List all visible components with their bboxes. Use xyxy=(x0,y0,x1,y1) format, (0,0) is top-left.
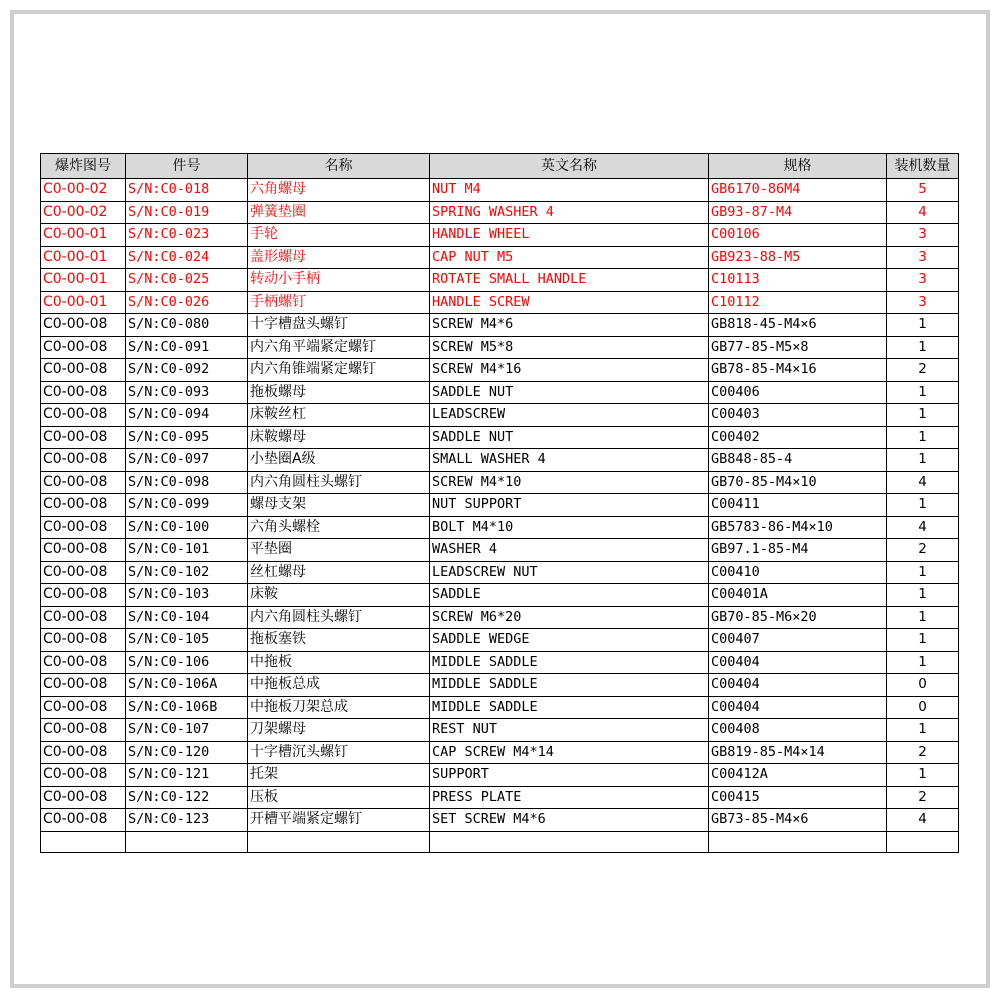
cell-explosion-drawing-no: C0-00-08 xyxy=(41,539,126,562)
cell-english-name: SCREW M6*20 xyxy=(430,606,709,629)
cell-part-no: S/N:C0-025 xyxy=(126,269,248,292)
cell-quantity: 1 xyxy=(887,404,959,427)
cell-english-name: NUT M4 xyxy=(430,179,709,202)
header-spec: 规格 xyxy=(709,154,887,179)
cell-name: 拖板塞铁 xyxy=(248,629,430,652)
cell-quantity: 4 xyxy=(887,516,959,539)
cell-name: 十字槽盘头螺钉 xyxy=(248,314,430,337)
cell-part-no: S/N:C0-103 xyxy=(126,584,248,607)
empty-row xyxy=(41,831,959,852)
cell-quantity: 1 xyxy=(887,561,959,584)
cell-part-no: S/N:C0-080 xyxy=(126,314,248,337)
cell-part-no: S/N:C0-098 xyxy=(126,471,248,494)
cell-quantity: 1 xyxy=(887,426,959,449)
cell-part-no: S/N:C0-092 xyxy=(126,359,248,382)
cell-explosion-drawing-no: C0-00-08 xyxy=(41,516,126,539)
cell-english-name: MIDDLE SADDLE xyxy=(430,651,709,674)
table-row xyxy=(41,381,959,404)
table-row xyxy=(41,674,959,697)
cell-name: 中拖板总成 xyxy=(248,674,430,697)
cell-part-no: S/N:C0-094 xyxy=(126,404,248,427)
cell-explosion-drawing-no: C0-00-01 xyxy=(41,224,126,247)
table-row xyxy=(41,426,959,449)
cell-spec: GB97.1-85-M4 xyxy=(709,539,887,562)
cell-part-no: S/N:C0-104 xyxy=(126,606,248,629)
table-row xyxy=(41,359,959,382)
table-header-row xyxy=(41,154,959,179)
cell-part-no: S/N:C0-097 xyxy=(126,449,248,472)
cell-english-name: PRESS PLATE xyxy=(430,786,709,809)
cell-english-name: SADDLE NUT xyxy=(430,381,709,404)
cell-quantity: 4 xyxy=(887,201,959,224)
cell-part-no: S/N:C0-095 xyxy=(126,426,248,449)
table-row xyxy=(41,314,959,337)
cell-explosion-drawing-no: C0-00-08 xyxy=(41,404,126,427)
cell-english-name: SADDLE xyxy=(430,584,709,607)
cell-spec: GB923-88-M5 xyxy=(709,246,887,269)
cell-name: 平垫圈 xyxy=(248,539,430,562)
cell-spec: GB93-87-M4 xyxy=(709,201,887,224)
cell-part-no: S/N:C0-101 xyxy=(126,539,248,562)
cell-spec: C00402 xyxy=(709,426,887,449)
header-explosion-drawing-no: 爆炸图号 xyxy=(41,154,126,179)
cell-english-name: SMALL WASHER 4 xyxy=(430,449,709,472)
cell-quantity: 1 xyxy=(887,449,959,472)
cell-quantity: 1 xyxy=(887,719,959,742)
table-row xyxy=(41,404,959,427)
cell-name: 床鞍 xyxy=(248,584,430,607)
cell-name: 转动小手柄 xyxy=(248,269,430,292)
table-row xyxy=(41,471,959,494)
empty-cell xyxy=(430,831,709,852)
cell-english-name: HANDLE SCREW xyxy=(430,291,709,314)
cell-name: 内六角平端紧定螺钉 xyxy=(248,336,430,359)
cell-quantity: 0 xyxy=(887,674,959,697)
cell-quantity: 1 xyxy=(887,584,959,607)
table-row xyxy=(41,606,959,629)
table-row xyxy=(41,201,959,224)
cell-spec: C00401A xyxy=(709,584,887,607)
cell-name: 托架 xyxy=(248,764,430,787)
cell-spec: C00410 xyxy=(709,561,887,584)
table-row xyxy=(41,651,959,674)
empty-cell xyxy=(41,831,126,852)
cell-quantity: 1 xyxy=(887,764,959,787)
cell-quantity: 4 xyxy=(887,471,959,494)
cell-part-no: S/N:C0-102 xyxy=(126,561,248,584)
header-english-name: 英文名称 xyxy=(430,154,709,179)
table-row xyxy=(41,246,959,269)
cell-quantity: 2 xyxy=(887,539,959,562)
cell-quantity: 1 xyxy=(887,314,959,337)
table-row xyxy=(41,719,959,742)
cell-part-no: S/N:C0-018 xyxy=(126,179,248,202)
cell-name: 内六角圆柱头螺钉 xyxy=(248,471,430,494)
cell-quantity: 3 xyxy=(887,246,959,269)
cell-spec: C00411 xyxy=(709,494,887,517)
table-row xyxy=(41,764,959,787)
cell-spec: GB6170-86M4 xyxy=(709,179,887,202)
table-row xyxy=(41,224,959,247)
cell-quantity: 1 xyxy=(887,494,959,517)
cell-english-name: SPRING WASHER 4 xyxy=(430,201,709,224)
table-row xyxy=(41,449,959,472)
cell-spec: GB70-85-M4×10 xyxy=(709,471,887,494)
cell-explosion-drawing-no: C0-00-08 xyxy=(41,584,126,607)
cell-explosion-drawing-no: C0-00-08 xyxy=(41,786,126,809)
cell-quantity: 2 xyxy=(887,786,959,809)
cell-spec: C00408 xyxy=(709,719,887,742)
cell-quantity: 3 xyxy=(887,224,959,247)
cell-quantity: 5 xyxy=(887,179,959,202)
empty-cell xyxy=(887,831,959,852)
cell-part-no: S/N:C0-093 xyxy=(126,381,248,404)
cell-english-name: SCREW M5*8 xyxy=(430,336,709,359)
table-row xyxy=(41,786,959,809)
cell-english-name: HANDLE WHEEL xyxy=(430,224,709,247)
cell-part-no: S/N:C0-107 xyxy=(126,719,248,742)
cell-part-no: S/N:C0-121 xyxy=(126,764,248,787)
cell-name: 手轮 xyxy=(248,224,430,247)
cell-english-name: MIDDLE SADDLE xyxy=(430,696,709,719)
cell-part-no: S/N:C0-099 xyxy=(126,494,248,517)
cell-spec: GB5783-86-M4×10 xyxy=(709,516,887,539)
table-row xyxy=(41,584,959,607)
cell-name: 中拖板 xyxy=(248,651,430,674)
cell-name: 床鞍丝杠 xyxy=(248,404,430,427)
cell-spec: C00404 xyxy=(709,674,887,697)
cell-explosion-drawing-no: C0-00-01 xyxy=(41,291,126,314)
cell-explosion-drawing-no: C0-00-08 xyxy=(41,494,126,517)
cell-name: 六角螺母 xyxy=(248,179,430,202)
cell-name: 开槽平端紧定螺钉 xyxy=(248,809,430,832)
cell-part-no: S/N:C0-106A xyxy=(126,674,248,697)
header-name: 名称 xyxy=(248,154,430,179)
cell-spec: C00106 xyxy=(709,224,887,247)
cell-english-name: SCREW M4*6 xyxy=(430,314,709,337)
cell-explosion-drawing-no: C0-00-01 xyxy=(41,246,126,269)
cell-quantity: 1 xyxy=(887,629,959,652)
table-row xyxy=(41,809,959,832)
cell-name: 刀架螺母 xyxy=(248,719,430,742)
cell-spec: GB73-85-M4×6 xyxy=(709,809,887,832)
cell-name: 弹簧垫圈 xyxy=(248,201,430,224)
cell-name: 六角头螺栓 xyxy=(248,516,430,539)
cell-english-name: LEADSCREW NUT xyxy=(430,561,709,584)
cell-english-name: SCREW M4*16 xyxy=(430,359,709,382)
cell-spec: GB848-85-4 xyxy=(709,449,887,472)
cell-name: 中拖板刀架总成 xyxy=(248,696,430,719)
cell-name: 丝杠螺母 xyxy=(248,561,430,584)
cell-name: 拖板螺母 xyxy=(248,381,430,404)
cell-english-name: CAP SCREW M4*14 xyxy=(430,741,709,764)
cell-name: 小垫圈A级 xyxy=(248,449,430,472)
cell-english-name: SET SCREW M4*6 xyxy=(430,809,709,832)
cell-spec: C00404 xyxy=(709,696,887,719)
cell-english-name: MIDDLE SADDLE xyxy=(430,674,709,697)
cell-explosion-drawing-no: C0-00-08 xyxy=(41,449,126,472)
cell-english-name: SADDLE NUT xyxy=(430,426,709,449)
cell-name: 压板 xyxy=(248,786,430,809)
cell-spec: GB77-85-M5×8 xyxy=(709,336,887,359)
cell-quantity: 3 xyxy=(887,269,959,292)
parts-table xyxy=(40,153,959,853)
cell-part-no: S/N:C0-106B xyxy=(126,696,248,719)
cell-english-name: WASHER 4 xyxy=(430,539,709,562)
empty-cell xyxy=(248,831,430,852)
cell-english-name: CAP NUT M5 xyxy=(430,246,709,269)
cell-english-name: REST NUT xyxy=(430,719,709,742)
cell-spec: GB819-85-M4×14 xyxy=(709,741,887,764)
cell-english-name: NUT SUPPORT xyxy=(430,494,709,517)
cell-part-no: S/N:C0-019 xyxy=(126,201,248,224)
cell-name: 内六角锥端紧定螺钉 xyxy=(248,359,430,382)
cell-explosion-drawing-no: C0-00-08 xyxy=(41,381,126,404)
cell-explosion-drawing-no: C0-00-08 xyxy=(41,606,126,629)
cell-name: 螺母支架 xyxy=(248,494,430,517)
table-row xyxy=(41,539,959,562)
cell-explosion-drawing-no: C0-00-08 xyxy=(41,741,126,764)
cell-spec: C10113 xyxy=(709,269,887,292)
cell-name: 十字槽沉头螺钉 xyxy=(248,741,430,764)
cell-explosion-drawing-no: C0-00-08 xyxy=(41,314,126,337)
cell-explosion-drawing-no: C0-00-08 xyxy=(41,809,126,832)
cell-spec: GB70-85-M6×20 xyxy=(709,606,887,629)
cell-quantity: 1 xyxy=(887,336,959,359)
cell-explosion-drawing-no: C0-00-08 xyxy=(41,764,126,787)
empty-cell xyxy=(126,831,248,852)
cell-explosion-drawing-no: C0-00-08 xyxy=(41,336,126,359)
cell-spec: C00406 xyxy=(709,381,887,404)
table-row xyxy=(41,516,959,539)
cell-english-name: LEADSCREW xyxy=(430,404,709,427)
cell-part-no: S/N:C0-105 xyxy=(126,629,248,652)
cell-english-name: SCREW M4*10 xyxy=(430,471,709,494)
cell-part-no: S/N:C0-123 xyxy=(126,809,248,832)
cell-part-no: S/N:C0-120 xyxy=(126,741,248,764)
cell-part-no: S/N:C0-023 xyxy=(126,224,248,247)
cell-part-no: S/N:C0-091 xyxy=(126,336,248,359)
cell-explosion-drawing-no: C0-00-01 xyxy=(41,269,126,292)
cell-explosion-drawing-no: C0-00-08 xyxy=(41,426,126,449)
cell-explosion-drawing-no: C0-00-02 xyxy=(41,179,126,202)
cell-english-name: BOLT M4*10 xyxy=(430,516,709,539)
cell-quantity: 2 xyxy=(887,741,959,764)
cell-english-name: SADDLE WEDGE xyxy=(430,629,709,652)
cell-spec: C00403 xyxy=(709,404,887,427)
cell-explosion-drawing-no: C0-00-08 xyxy=(41,696,126,719)
cell-explosion-drawing-no: C0-00-08 xyxy=(41,651,126,674)
table-row xyxy=(41,179,959,202)
cell-english-name: ROTATE SMALL HANDLE xyxy=(430,269,709,292)
cell-explosion-drawing-no: C0-00-08 xyxy=(41,674,126,697)
cell-spec: C00407 xyxy=(709,629,887,652)
table-row xyxy=(41,629,959,652)
cell-spec: C00415 xyxy=(709,786,887,809)
cell-part-no: S/N:C0-100 xyxy=(126,516,248,539)
cell-spec: C10112 xyxy=(709,291,887,314)
cell-part-no: S/N:C0-106 xyxy=(126,651,248,674)
cell-spec: GB78-85-M4×16 xyxy=(709,359,887,382)
cell-explosion-drawing-no: C0-00-08 xyxy=(41,629,126,652)
cell-quantity: 1 xyxy=(887,381,959,404)
cell-explosion-drawing-no: C0-00-08 xyxy=(41,719,126,742)
cell-quantity: 1 xyxy=(887,651,959,674)
cell-english-name: SUPPORT xyxy=(430,764,709,787)
cell-spec: C00412A xyxy=(709,764,887,787)
header-part-no: 件号 xyxy=(126,154,248,179)
cell-name: 盖形螺母 xyxy=(248,246,430,269)
cell-part-no: S/N:C0-122 xyxy=(126,786,248,809)
cell-name: 内六角圆柱头螺钉 xyxy=(248,606,430,629)
cell-name: 手柄螺钉 xyxy=(248,291,430,314)
table-row xyxy=(41,696,959,719)
cell-quantity: 4 xyxy=(887,809,959,832)
cell-spec: GB818-45-M4×6 xyxy=(709,314,887,337)
cell-quantity: 2 xyxy=(887,359,959,382)
table-row xyxy=(41,561,959,584)
cell-spec: C00404 xyxy=(709,651,887,674)
table-row xyxy=(41,291,959,314)
cell-quantity: 0 xyxy=(887,696,959,719)
table-row xyxy=(41,494,959,517)
cell-part-no: S/N:C0-024 xyxy=(126,246,248,269)
cell-quantity: 1 xyxy=(887,606,959,629)
cell-explosion-drawing-no: C0-00-08 xyxy=(41,471,126,494)
table-row xyxy=(41,336,959,359)
table-body xyxy=(41,179,959,853)
cell-explosion-drawing-no: C0-00-08 xyxy=(41,561,126,584)
cell-part-no: S/N:C0-026 xyxy=(126,291,248,314)
cell-quantity: 3 xyxy=(887,291,959,314)
cell-name: 床鞍螺母 xyxy=(248,426,430,449)
empty-cell xyxy=(709,831,887,852)
table-row xyxy=(41,741,959,764)
header-quantity: 装机数量 xyxy=(887,154,959,179)
cell-explosion-drawing-no: C0-00-02 xyxy=(41,201,126,224)
cell-explosion-drawing-no: C0-00-08 xyxy=(41,359,126,382)
table-row xyxy=(41,269,959,292)
